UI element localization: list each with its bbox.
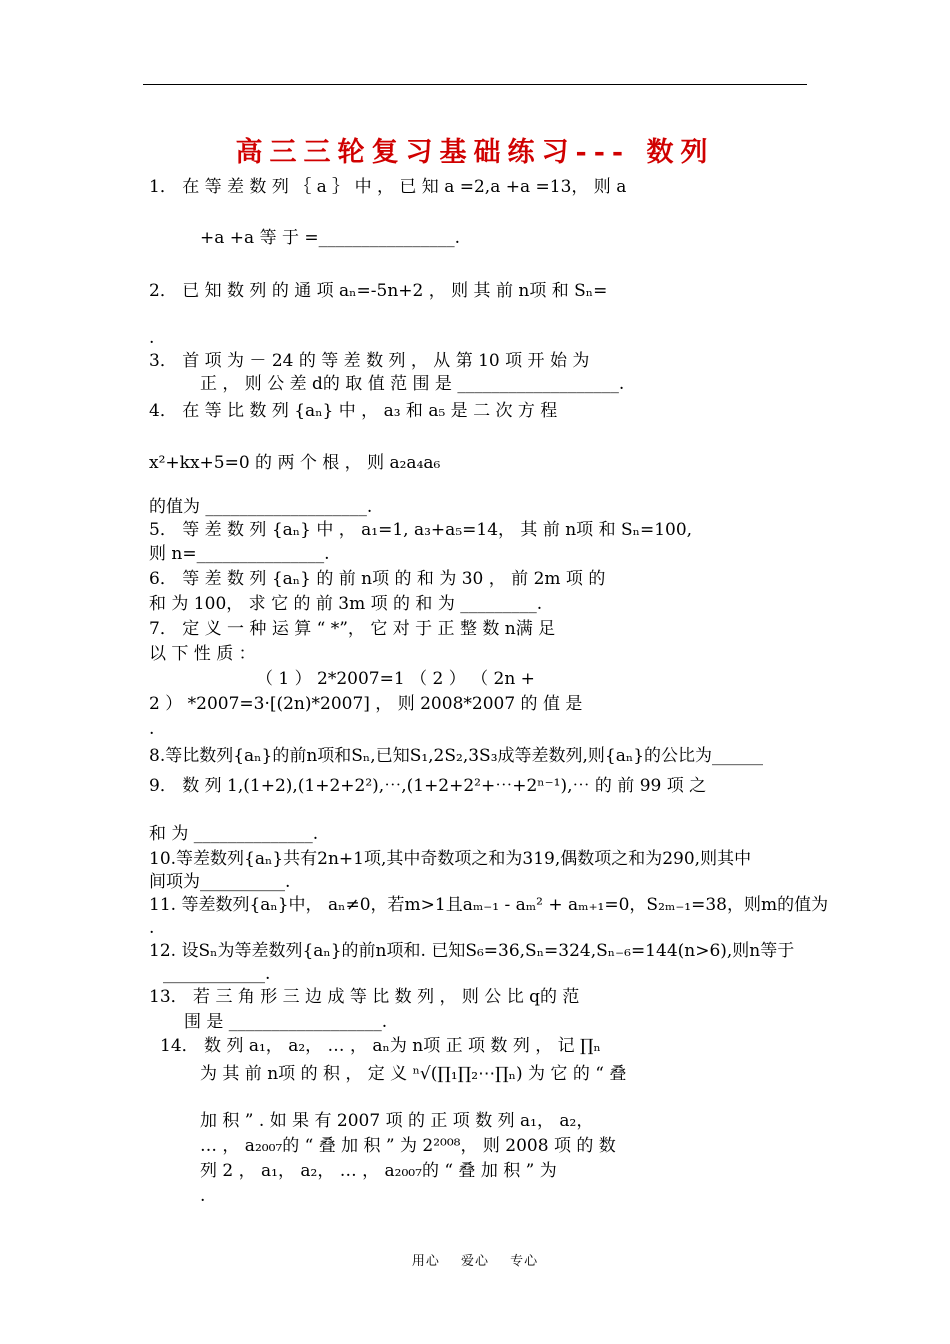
footer-text: 爱心 — [460, 1254, 489, 1269]
line: 的值为 ___________________. — [149, 497, 373, 517]
line: 14． 数 列 a₁， a₂， … ， aₙ为 n项 正 项 数 列 ， 记 ∏ₙ — [160, 1036, 601, 1056]
line: 12. 设Sₙ为等差数列{aₙ}的前n项和. 已知S₆=36,Sₙ=324,Sₙ₋₆=144(n>6),则n等于 — [149, 941, 795, 961]
line: 1． 在 等 差 数 列 ｛ a ｝ 中 ， 已 知 a =2,a +a =13， 则 a — [149, 177, 627, 197]
line: 9． 数 列 1,(1+2),(1+2+2²),⋯,(1+2+2²+⋯+2ⁿ⁻¹),⋯ 的 前 99 项 之 — [149, 776, 707, 796]
line: 10.等差数列{aₙ}共有2n+1项,其中奇数项之和为319,偶数项之和为290,则其中 — [149, 849, 752, 869]
line: 13． 若 三 角 形 三 边 成 等 比 数 列 ， 则 公 比 q的 范 — [149, 987, 580, 1007]
line: ____________. — [163, 964, 271, 984]
line: 加 积 ” . 如 果 有 2007 项 的 正 项 数 列 a₁， a₂， — [200, 1111, 594, 1131]
line: 列 2 ， a₁， a₂， … ， a₂₀₀₇的 “ 叠 加 积 ” 为 — [200, 1161, 557, 1181]
line: . — [200, 1186, 206, 1206]
line: . — [149, 918, 155, 938]
line: 正 ， 则 公 差 d的 取 值 范 围 是 ___________________. — [200, 374, 625, 394]
line: 间项为__________. — [149, 872, 291, 892]
line: 则 n=_______________. — [149, 544, 330, 564]
header-rule — [143, 84, 807, 85]
line: 和 为 100， 求 它 的 前 3m 项 的 和 为 _________. — [149, 594, 543, 614]
line: 4． 在 等 比 数 列 {aₙ} 中 ， a₃ 和 a₅ 是 二 次 方 程 — [149, 401, 558, 421]
line: 3． 首 项 为 － 24 的 等 差 数 列 ， 从 第 10 项 开 始 为 — [149, 351, 590, 371]
line: . — [149, 328, 155, 348]
line: 为 其 前 n项 的 积 ， 定 义 ⁿ√(∏₁∏₂⋯∏ₙ) 为 它 的 “ 叠 — [200, 1064, 627, 1084]
line: … ， a₂₀₀₇的 “ 叠 加 积 ” 为 2²⁰⁰⁸， 则 2008 项 的 数 — [200, 1136, 616, 1156]
line: 2 ） *2007=3·[(2n)*2007] ， 则 2008*2007 的 值 是 — [149, 694, 583, 714]
line: 8.等比数列{aₙ}的前n项和Sₙ,已知S₁,2S₂,3S₃成等差数列,则{aₙ}的公比为______ — [149, 746, 764, 766]
line: 5． 等 差 数 列 {aₙ} 中 ， a₁=1, a₃+a₅=14， 其 前 n项 和 Sₙ=100, — [149, 520, 693, 540]
line: x²+kx+5=0 的 两 个 根 ， 则 a₂a₄a₆ — [149, 453, 441, 473]
line: 7． 定 义 一 种 运 算 “ *”， 它 对 于 正 整 数 n满 足 — [149, 619, 556, 639]
footer-text: 专心 — [510, 1254, 539, 1269]
line: 围 是 __________________. — [184, 1012, 388, 1032]
page-footer — [0, 1250, 950, 1269]
line: 6． 等 差 数 列 {aₙ} 的 前 n项 的 和 为 30 ， 前 2m 项 的 — [149, 569, 606, 589]
line: 11. 等差数列{aₙ}中， aₙ≠0，若m>1且aₘ₋₁ - aₘ² + aₘ₊₁=0，S₂ₘ₋₁=38，则m的值为 — [149, 895, 829, 915]
line: +a +a 等 于 =________________. — [200, 228, 461, 248]
page-title: 高三三轮复习基础练习--- 数列 — [235, 137, 715, 168]
line: 2． 已 知 数 列 的 通 项 aₙ=-5n+2 ， 则 其 前 n项 和 Sₙ= — [149, 281, 608, 301]
line: 以 下 性 质 ： — [149, 644, 256, 664]
line: （ 1 ） 2*2007=1 （ 2 ） （ 2n + — [256, 669, 535, 689]
footer-text: 用心 — [411, 1254, 440, 1269]
line: . — [149, 719, 155, 739]
line: 和 为 ______________. — [149, 824, 319, 844]
